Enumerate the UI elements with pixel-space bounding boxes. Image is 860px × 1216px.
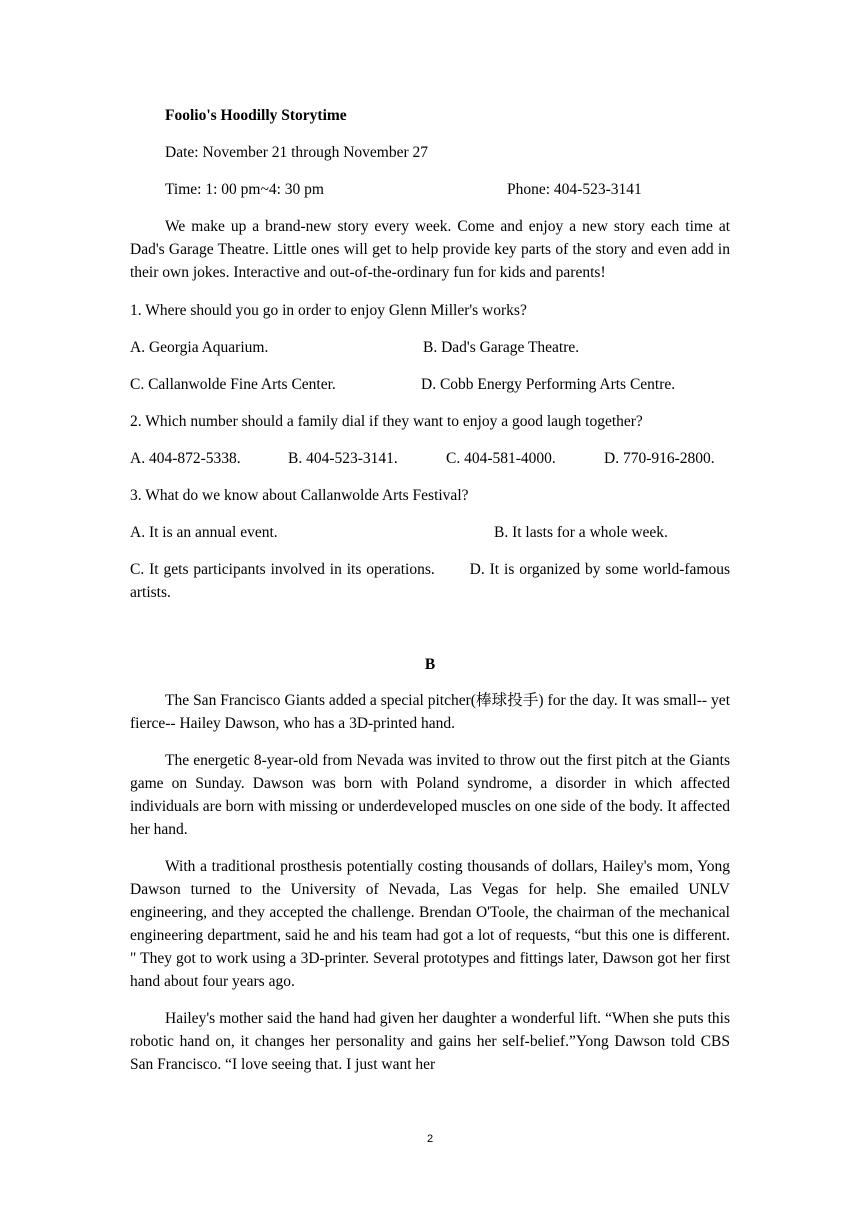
- question-1-option-d: D. Cobb Energy Performing Arts Centre.: [421, 376, 676, 393]
- question-1-option-a: A. Georgia Aquarium.: [130, 339, 269, 356]
- question-1-stem: 1. Where should you go in order to enjoy Glenn Miller's works?: [130, 302, 527, 319]
- section-b-paragraph-4: Hailey's mother said the hand had given her daughter a wonderful lift. “When she puts this robotic hand on, it changes her personality and gains her self-belief.”Yong Dawson told CBS San Francisco. “I love seeing that. I just want her: [130, 1010, 730, 1073]
- question-2-options-row: [130, 447, 730, 470]
- question-1-options-row-2: [130, 373, 730, 396]
- section-b-heading: B: [424, 656, 436, 673]
- question-3-option-d: D. It is organized by some world-famous artists.: [130, 561, 731, 601]
- question-2-option-b: B. 404-523-3141.: [288, 450, 398, 467]
- question-3-option-c: C. It gets participants involved in its operations.: [130, 561, 435, 578]
- event-time-phone-row: [130, 178, 730, 201]
- question-3-options-row-1: [130, 521, 730, 544]
- section-b-paragraph-1: The San Francisco Giants added a special pitcher(棒球投手) for the day. It was small-- yet fierce-- Hailey Dawson, who has a 3D-printed hand.: [130, 692, 730, 732]
- question-2-option-a: A. 404-872-5338.: [130, 450, 241, 467]
- question-1-options-row-1: [130, 336, 730, 359]
- event-description: We make up a brand-new story every week. Come and enjoy a new story each time at Dad's Garage Theatre. Little ones will get to help provide key parts of the story and even add in their own jokes. Interactive and out-of-the-ordinary fun for kids and parents!: [130, 218, 730, 281]
- question-2-stem: 2. Which number should a family dial if they want to enjoy a good laugh together?: [130, 413, 643, 430]
- question-3-option-b: B. It lasts for a whole week.: [494, 524, 668, 541]
- question-1-option-b: B. Dad's Garage Theatre.: [423, 339, 580, 356]
- question-3-options-row-2: [130, 558, 730, 604]
- section-b-paragraph-2: The energetic 8-year-old from Nevada was invited to throw out the first pitch at the Giants game on Sunday. Dawson was born with Poland syndrome, a disorder in which affected individuals are born with missing or underdeveloped muscles on one side of the body. It affected her hand.: [130, 752, 730, 838]
- event-date: Date: November 21 through November 27: [165, 144, 429, 161]
- section-b-paragraph-3: With a traditional prosthesis potentially costing thousands of dollars, Hailey's mom, Yong Dawson turned to the University of Nevada, Las Vegas for help. She emailed UNLV engineering, and they accepted the challenge. Brendan O'Toole, the chairman of the mechanical engineering department, said he and his team had got a lot of requests, “but this one is different. " They got to work using a 3D-printer. Several prototypes and fittings later, Dawson got her first hand about four years ago.: [130, 858, 730, 990]
- question-3-option-a: A. It is an annual event.: [130, 524, 278, 541]
- event-title: Foolio's Hoodilly Storytime: [165, 107, 347, 124]
- page-content: [130, 104, 730, 1076]
- question-3-stem: 3. What do we know about Callanwolde Arts Festival?: [130, 487, 469, 504]
- question-2-option-d: D. 770-916-2800.: [604, 450, 715, 467]
- event-time: Time: 1: 00 pm~4: 30 pm: [165, 181, 324, 198]
- question-2-option-c: C. 404-581-4000.: [446, 450, 556, 467]
- event-phone: Phone: 404-523-3141: [507, 181, 642, 198]
- question-1-option-c: C. Callanwolde Fine Arts Center.: [130, 376, 336, 393]
- page-number: 2: [426, 1133, 434, 1145]
